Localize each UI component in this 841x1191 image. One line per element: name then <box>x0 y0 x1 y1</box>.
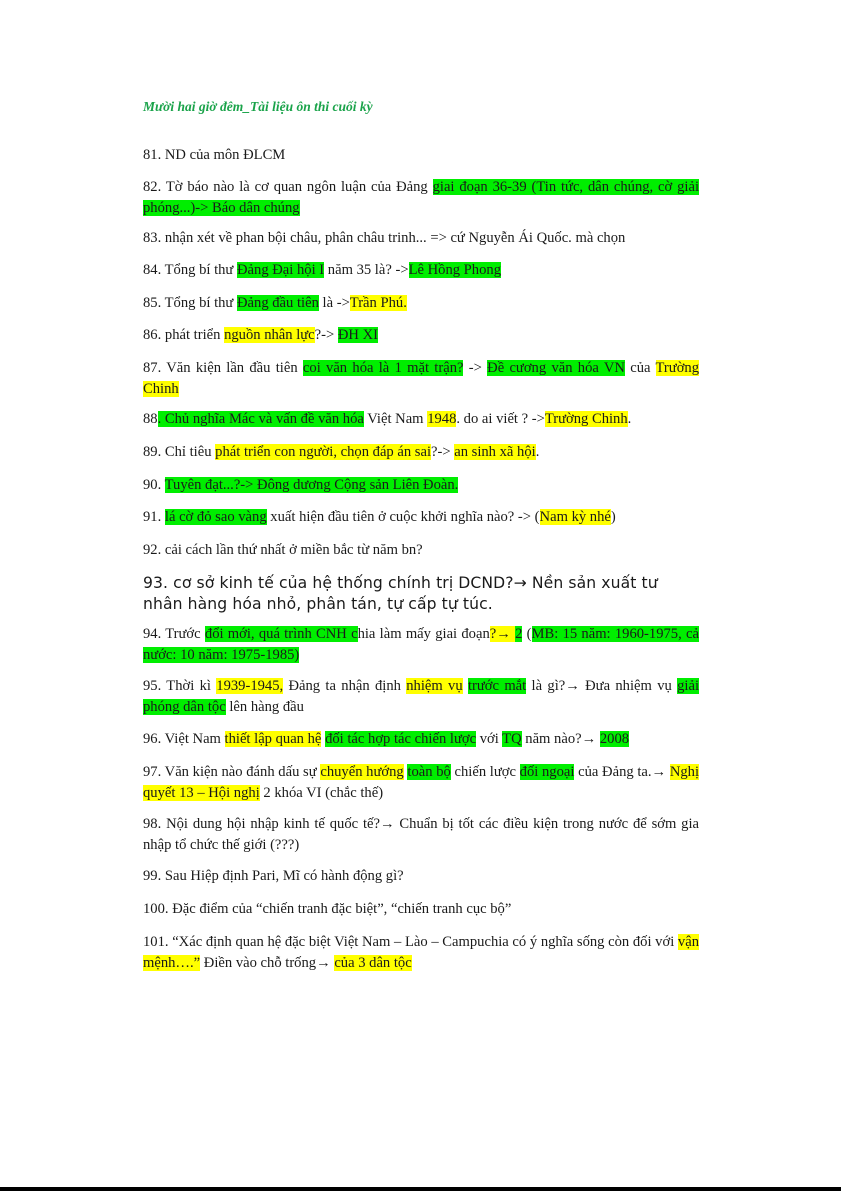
question-text: 89. Chỉ tiêu <box>143 444 216 460</box>
question-q88 <box>143 409 699 430</box>
highlighted-text: 2008 <box>599 731 630 747</box>
highlighted-text: chuyển hướng <box>320 764 404 780</box>
question-text: với <box>476 731 503 747</box>
question-text: Đảng ta nhận định <box>283 678 407 694</box>
highlighted-text: ĐH XI <box>337 327 379 343</box>
question-text: năm 35 là? -> <box>324 262 409 278</box>
question-text: lên hàng đầu <box>225 699 304 715</box>
highlighted-text: nhiệm vụ <box>406 678 463 694</box>
highlighted-text: giải phóng dân tộc <box>143 678 699 715</box>
highlighted-text: . Chủ nghĩa Mác và vấn đề văn hóa <box>157 411 364 427</box>
highlighted-text: nguồn nhân lực <box>224 327 315 343</box>
question-text: 91. <box>143 509 165 525</box>
question-q93 <box>143 573 699 615</box>
question-text: 84. Tổng bí thư <box>143 262 237 278</box>
page-title: Mười hai giờ đêm_Tài liệu ôn thi cuối kỳ <box>143 99 373 114</box>
highlighted-text: 2 <box>515 626 523 642</box>
question-text: ?-> <box>431 444 455 460</box>
question-text: 81. ND của môn ĐLCM <box>143 147 286 163</box>
question-q97 <box>143 762 699 804</box>
highlighted-text: đổi mới, quá trình CNH c <box>204 626 358 642</box>
highlighted-text: Trần Phú. <box>349 295 407 311</box>
question-text: 97. Văn kiện nào đánh dấu sự <box>143 764 321 780</box>
question-text: 88 <box>143 411 158 427</box>
question-q81 <box>143 145 699 166</box>
question-text: 99. Sau Hiệp định Pari, Mĩ có hành động gì? <box>143 868 404 884</box>
highlighted-text: an sinh xã hội <box>454 444 536 460</box>
highlighted-text: lá cờ đỏ sao vàng <box>164 509 267 525</box>
question-q92 <box>143 540 699 561</box>
question-text: là gì?→ Đưa nhiệm vụ <box>526 678 678 694</box>
question-q82 <box>143 177 699 219</box>
highlighted-text: Trường Chinh <box>544 411 628 427</box>
highlighted-text: ?→ <box>489 626 516 642</box>
question-text: Việt Nam <box>363 411 428 427</box>
highlighted-text: trước mắt <box>467 678 527 694</box>
question-text: ( <box>522 626 532 642</box>
question-q99 <box>143 866 699 887</box>
highlighted-text: Trường Chinh <box>143 360 700 397</box>
question-text: chiến lược <box>450 764 520 780</box>
question-text: của <box>624 360 656 376</box>
highlighted-text: đối tác hợp tác chiến lược <box>325 731 477 747</box>
question-text: -> <box>463 360 488 376</box>
question-text: ) <box>610 509 616 525</box>
question-text: . do ai viết ? -> <box>456 411 545 427</box>
question-text: của Đảng ta.→ <box>574 764 670 780</box>
question-text: xuất hiện đầu tiên ở cuộc khởi nghĩa nào? -> ( <box>266 509 540 525</box>
highlighted-text: coi văn hóa là 1 mặt trận? <box>302 360 464 376</box>
question-q86 <box>143 325 699 346</box>
highlighted-text: đối ngoại <box>519 764 575 780</box>
question-q96 <box>143 729 699 750</box>
question-q95 <box>143 676 699 718</box>
highlighted-text: MB: 15 năm: 1960-1975, cả nước: 10 năm: 1975-1985) <box>143 626 699 663</box>
question-text: năm nào?→ <box>521 731 600 747</box>
question-q84 <box>143 260 699 281</box>
question-text: 82. Tờ báo nào là cơ quan ngôn luận của Đảng <box>143 179 433 195</box>
highlighted-text: Tuyên đạt...?-> Đông dương Cộng sản Liên Đoàn. <box>164 477 459 493</box>
question-q91 <box>143 507 699 528</box>
highlighted-text: Đề cương văn hóa VN <box>487 360 625 376</box>
highlighted-text: của 3 dân tộc <box>334 955 412 971</box>
question-text: 87. Văn kiện lần đầu tiên <box>143 360 303 376</box>
question-text: 96. Việt Nam <box>143 731 225 747</box>
question-q98 <box>143 814 699 856</box>
question-text: 85. Tổng bí thư <box>143 295 237 311</box>
question-q85 <box>143 293 699 314</box>
highlighted-text: Nghị quyết 13 – Hội nghị <box>143 764 699 801</box>
question-text: là -> <box>318 295 350 311</box>
highlighted-text: 1939-1945, <box>216 678 284 694</box>
question-text: 94. Trước <box>143 626 205 642</box>
question-text: 2 khóa VI (chắc thế) <box>259 785 384 801</box>
question-q83 <box>143 228 699 249</box>
question-q94 <box>143 624 699 666</box>
question-text: Điền vào chỗ trống→ <box>200 955 335 971</box>
page-bottom-border <box>0 1187 841 1191</box>
highlighted-text: phát triển con người, chọn đáp án sai <box>215 444 431 460</box>
question-text: 86. phát triển <box>143 327 225 343</box>
question-text: 92. cải cách lần thứ nhất ở miền bắc từ năm bn? <box>143 542 423 558</box>
question-q100 <box>143 899 699 920</box>
question-text: hia làm mấy giai đoạn <box>357 626 490 642</box>
highlighted-text: toàn bộ <box>407 764 451 780</box>
highlighted-text: Đảng Đại hội I <box>237 262 325 278</box>
question-text: . <box>535 444 540 460</box>
question-text: 90. <box>143 477 165 493</box>
question-text: . <box>627 411 632 427</box>
question-text: 95. Thời kì <box>143 678 217 694</box>
question-text: ?-> <box>314 327 338 343</box>
question-q89 <box>143 442 699 463</box>
highlighted-text: Nam kỳ nhé <box>539 509 611 525</box>
highlighted-text: giai đoạn 36-39 (Tin tức, dân chúng, cờ giải phóng...)-> Báo dân chúng <box>143 179 700 216</box>
question-text: 101. “Xác định quan hệ đặc biệt Việt Nam – Lào – Campuchia có ý nghĩa sống còn đối với <box>143 934 678 950</box>
question-q101 <box>143 932 699 974</box>
highlighted-text: vận mệnh….” <box>143 934 699 971</box>
question-text: 93. cơ sở kinh tế của hệ thống chính trị DCND?→ Nền sản xuất tư nhân hàng hóa nhỏ, phân tán, tự cấp tự túc. <box>143 574 658 613</box>
question-text: 100. Đặc điểm của “chiến tranh đặc biệt”, “chiến tranh cục bộ” <box>143 901 512 917</box>
highlighted-text: Đảng đầu tiên <box>237 295 319 311</box>
question-text: 98. Nội dung hội nhập kinh tế quốc tế?→ Chuẩn bị tốt các điều kiện trong nước để sớm gia nhập tổ chức thế giới (???) <box>143 816 699 853</box>
highlighted-text: Lê Hồng Phong <box>408 262 501 278</box>
question-q90 <box>143 475 699 496</box>
highlighted-text: TQ <box>502 731 522 747</box>
question-q87 <box>143 358 699 400</box>
highlighted-text: thiết lập quan hệ <box>224 731 322 747</box>
highlighted-text: 1948 <box>427 411 457 427</box>
question-text: 83. nhận xét về phan bội châu, phân châu trinh... => cứ Nguyễn Ái Quốc. mà chọn <box>143 230 626 246</box>
